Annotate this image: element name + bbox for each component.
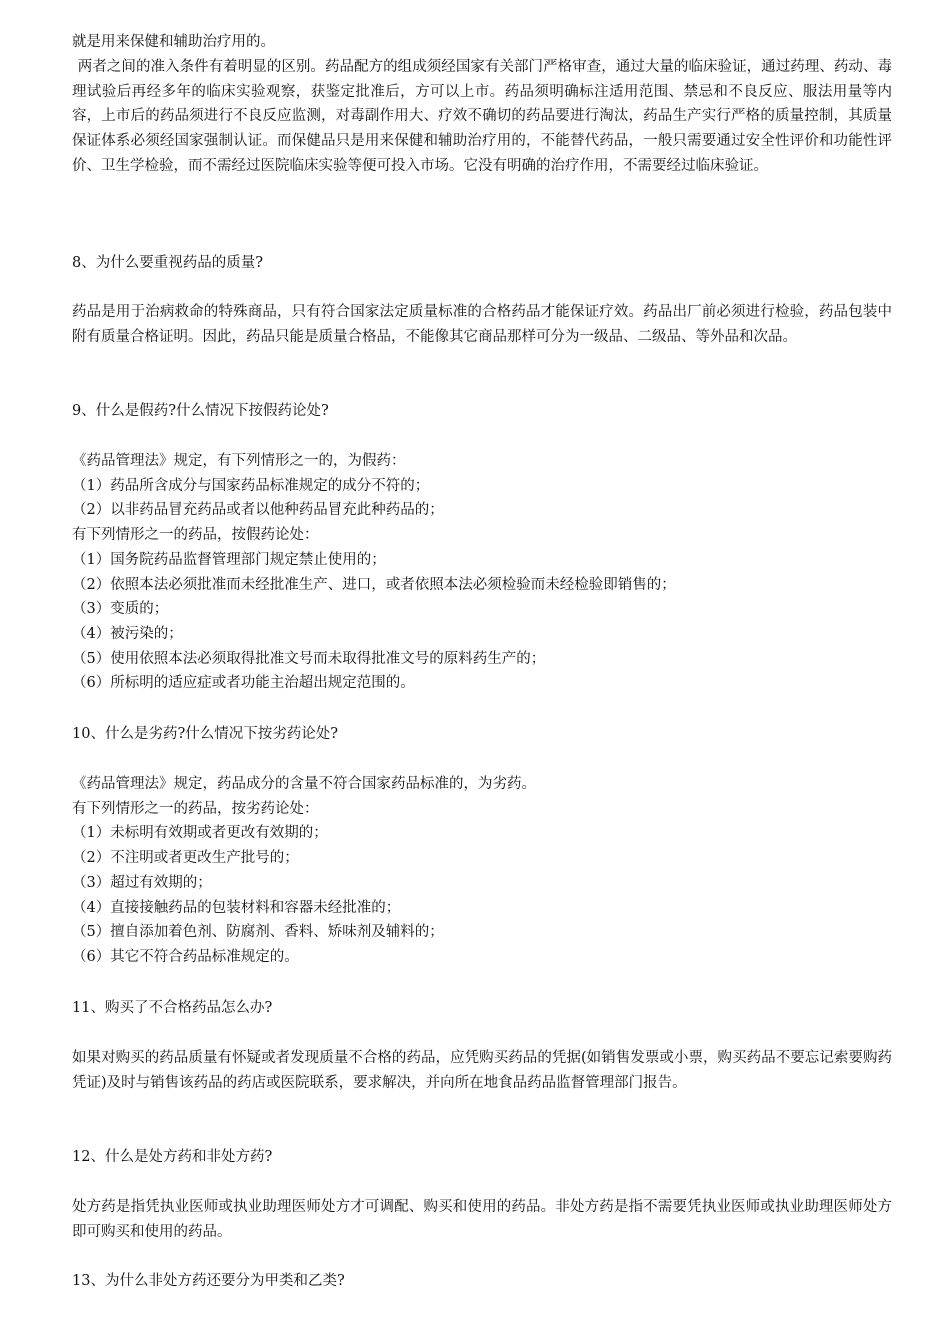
question-9-title: 9、什么是假药?什么情况下按假药论处?	[72, 403, 329, 419]
question-12-title: 12、什么是处方药和非处方药?	[72, 1149, 273, 1165]
list-item: （1）药品所含成分与国家药品标准规定的成分不符的；	[72, 477, 430, 494]
list-item: （5）使用依照本法必须取得批准文号而未取得批准文号的原料药生产的；	[72, 650, 546, 667]
list-item: （6）其它不符合药品标准规定的。	[72, 948, 299, 965]
list-item: （2）依照本法必须批准而未经批准生产、进口，或者依照本法必须检验而未经检验即销售的；	[72, 576, 676, 593]
list-item: （1）未标明有效期或者更改有效期的；	[72, 825, 328, 842]
question-13-title: 13、为什么非处方药还要分为甲类和乙类?	[72, 1273, 345, 1289]
question-10-intro: 《药品管理法》规定，药品成分的含量不符合国家药品标准的，为劣药。	[72, 776, 536, 792]
list-item: （2）不注明或者更改生产批号的；	[72, 850, 299, 867]
question-9-body	[72, 449, 892, 696]
question-8-answer: 药品是用于治病救命的特殊商品，只有符合国家法定质量标准的合格药品才能保证疗效。药品出厂前必须进行检验，药品包装中附有质量合格证明。因此，药品只能是质量合格品，不能像其它商品那样可分为一级品、二级品、等外品和次品。	[72, 304, 892, 345]
difference-paragraph: 两者之间的准入条件有着明显的区别。药品配方的组成须经国家有关部门严格审查，通过大量的临床验证，通过药理、药动、毒理试验后再经多年的临床实验观察，获鉴定批准后，方可以上市。药品须明确标注适用范围、禁忌和不良反应、服法用量等内容，上市后的药品须进行不良反应监测，对毒副作用大、疗效不确切的药品要进行淘汰，药品生产实行严格的质量控制，其质量保证体系必须经国家强制认证。而保健品只是用来保健和辅助治疗用的，不能替代药品，一般只需要通过安全性评价和功能性评价、卫生学检验，而不需经过医院临床实验等便可投入市场。它没有明确的治疗作用，不需要经过临床验证。	[72, 59, 892, 174]
list-item: （4）被污染的；	[72, 625, 183, 642]
list-item: （2）以非药品冒充药品或者以他种药品冒充此种药品的；	[72, 502, 444, 519]
list-item: （3）变质的；	[72, 601, 169, 618]
continuation-line: 就是用来保健和辅助治疗用的。	[72, 34, 275, 50]
list-item: （3）超过有效期的；	[72, 874, 212, 891]
list-item: （6）所标明的适应症或者功能主治超出规定范围的。	[72, 675, 415, 692]
question-12-answer: 处方药是指凭执业医师或执业助理医师处方才可调配、购买和使用的药品。非处方药是指不需要凭执业医师或执业助理医师处方即可购买和使用的药品。	[72, 1199, 892, 1240]
question-11-title: 11、购买了不合格药品怎么办?	[72, 1000, 273, 1016]
question-9-intro-2: 有下列情形之一的药品，按假药论处：	[72, 527, 319, 544]
list-item: （5）擅自添加着色剂、防腐剂、香料、矫味剂及辅料的；	[72, 924, 444, 941]
question-10-body	[72, 772, 892, 970]
question-11-answer: 如果对购买的药品质量有怀疑或者发现质量不合格的药品，应凭购买药品的凭据(如销售发票或小票，购买药品不要忘记索要购药凭证)及时与销售该药品的药店或医院联系，要求解决，并向所在地食品药品监督管理部门报告。	[72, 1050, 892, 1091]
list-item: （1）国务院药品监督管理部门规定禁止使用的；	[72, 551, 386, 568]
question-9-intro: 《药品管理法》规定，有下列情形之一的，为假药：	[72, 453, 406, 469]
list-item: （4）直接接触药品的包装材料和容器未经批准的；	[72, 899, 401, 916]
question-10-intro-2: 有下列情形之一的药品，按劣药论处：	[72, 800, 319, 817]
question-8-title: 8、为什么要重视药品的质量?	[72, 255, 263, 271]
question-10-title: 10、什么是劣药?什么情况下按劣药论处?	[72, 726, 338, 742]
